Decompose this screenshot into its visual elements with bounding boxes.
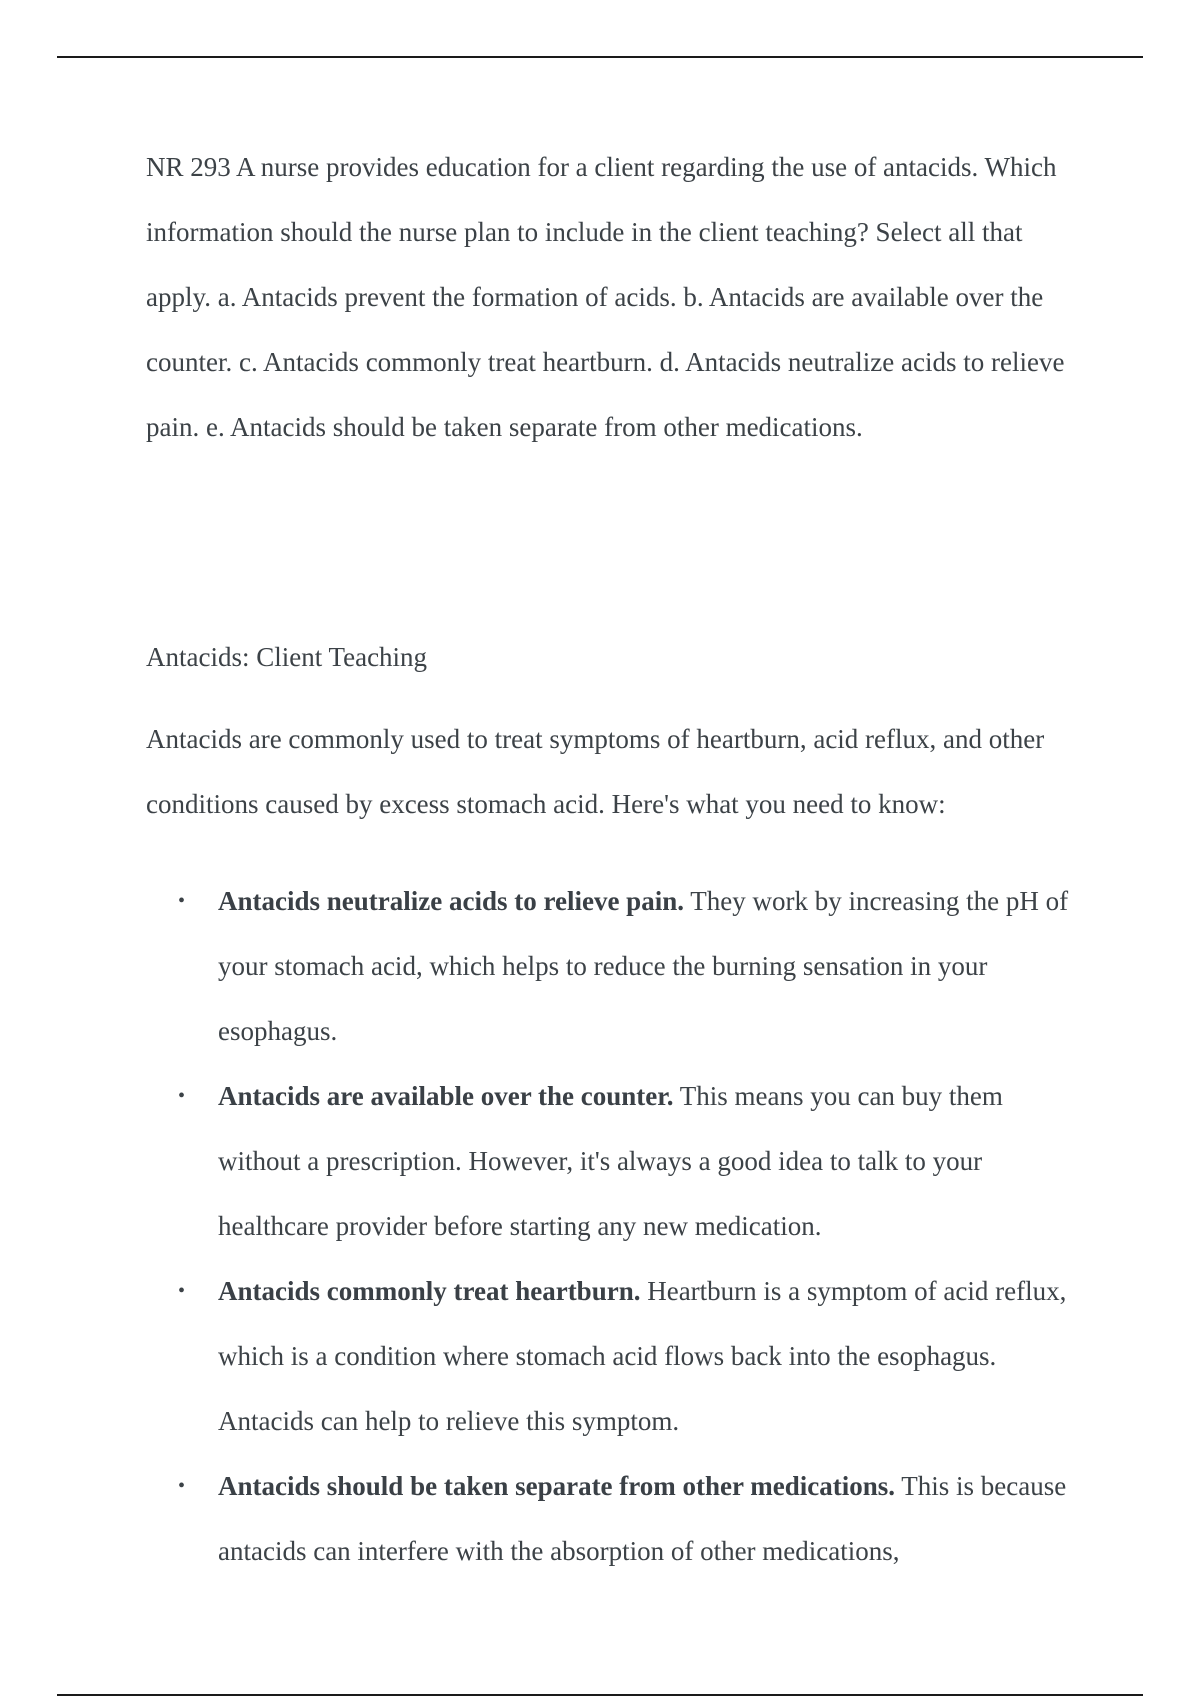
- list-item: [146, 869, 1076, 1064]
- point-lead: Antacids neutralize acids to relieve pain.: [218, 886, 684, 916]
- point-lead: Antacids commonly treat heartburn.: [218, 1276, 641, 1306]
- section-title: Antacids: Client Teaching: [146, 642, 428, 672]
- point-lead: Antacids should be taken separate from other medications.: [218, 1471, 896, 1501]
- bottom-divider: [57, 1694, 1143, 1696]
- list-item: [146, 1454, 1076, 1584]
- bullet-icon: •: [178, 890, 186, 912]
- bullet-icon: •: [178, 1475, 186, 1497]
- list-item: [146, 1259, 1076, 1454]
- document-body: [146, 135, 1076, 1566]
- point-text: This is because antacids can interfere with the absorption of other medications,: [218, 1471, 1067, 1566]
- teaching-points-list: [146, 869, 1076, 1584]
- point-text: This means you can buy them without a prescription. However, it's always a good idea to talk to your healthcare provider before starting any new medication.: [218, 1081, 1003, 1241]
- point-text: They work by increasing the pH of your stomach acid, which helps to reduce the burning sensation in your esophagus.: [218, 886, 1069, 1046]
- question-text: NR 293 A nurse provides education for a client regarding the use of antacids. Which information should the nurse plan to include in the client teaching? Select all that apply. a. Antacids prevent the formation of acids. b. Antacids are available over the counter. c. Antacids commonly treat heartburn. d. Antacids neutralize acids to relieve pain. e. Antacids should be taken separate from other medications.: [146, 152, 1065, 442]
- top-divider: [57, 56, 1143, 58]
- point-lead: Antacids are available over the counter.: [218, 1081, 674, 1111]
- point-text: Heartburn is a symptom of acid reflux, which is a condition where stomach acid flows back into the esophagus. Antacids can help to relieve this symptom.: [218, 1276, 1067, 1436]
- intro-paragraph: Antacids are commonly used to treat symptoms of heartburn, acid reflux, and other conditions caused by excess stomach acid. Here's what you need to know:: [146, 724, 1045, 819]
- list-item: [146, 1064, 1076, 1259]
- bullet-icon: •: [178, 1280, 186, 1302]
- bullet-icon: •: [178, 1085, 186, 1107]
